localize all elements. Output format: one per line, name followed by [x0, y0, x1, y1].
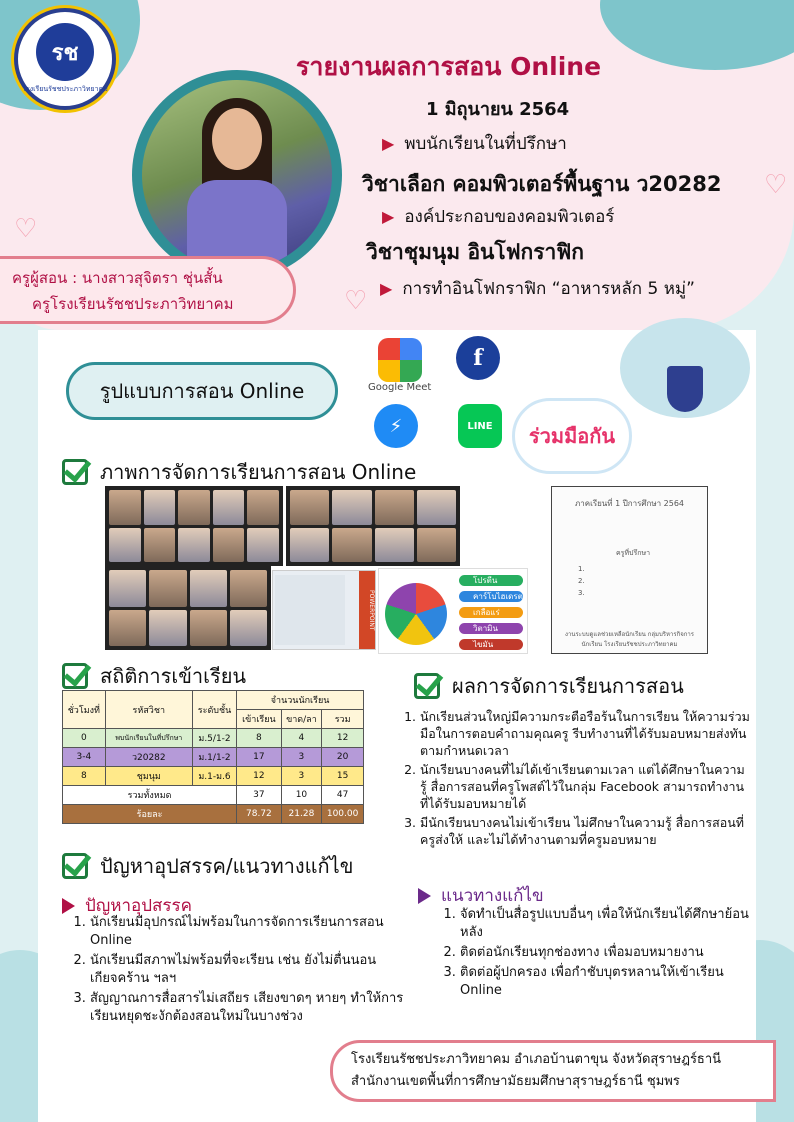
check-icon [414, 673, 440, 699]
list-item: 1. นักเรียนส่วนใหญ่มีความกระตือรือร้นในการเรียน ให้ความร่วมมือในการตอบคำถามคุณครู รีบทำงานที่ได้รับมอบหมายส่งทันตามกำหนดเวลา [420, 708, 750, 759]
list-item: 1. จัดทำเป็นสื่อรูปแบบอื่นๆ เพื่อให้นักเรียนได้ศึกษาย้อนหลัง [460, 906, 754, 942]
powerpoint-slide: POWERPOINT [272, 570, 376, 650]
check-icon [62, 459, 88, 485]
list-item: 1. นักเรียนมีอุปกรณ์ไม่พร้อมในการจัดการเรียนการสอน Online [90, 914, 408, 950]
subject-line: วิชาเลือก คอมพิวเตอร์พื้นฐาน ว20282 [362, 172, 722, 196]
subject-line: วิชาชุมนุม อินโฟกราฟิก [366, 240, 584, 264]
teacher-photo [132, 70, 342, 280]
section-title-results: ผลการจัดการเรียนการสอน [414, 670, 684, 702]
list-item: 2. นักเรียนบางคนที่ไม่ได้เข้าเรียนตามเวลา แต่ได้ศึกษาในความรู้ สื่อการสอนที่ครูโพสต์ไว้ในกลุ่ม Facebook สามารถทำงานที่ได้รับมอบหมายได้ [420, 761, 750, 812]
meeting-screenshot [286, 486, 460, 566]
table-row: 0 พบนักเรียนในที่ปรึกษา ม.5/1-2 8 4 12 [63, 729, 364, 748]
results-list [398, 708, 750, 850]
google-meet-icon: Google Meet [368, 338, 431, 393]
school-logo [14, 8, 116, 110]
problems-list [68, 914, 408, 1028]
table-header: รหัสวิชา [105, 691, 192, 729]
solutions-heading: แนวทางแก้ไข [418, 882, 544, 909]
topic-line: ▶ องค์ประกอบของคอมพิวเตอร์ [382, 207, 615, 227]
problems-heading: ปัญหาอุปสรรค [62, 892, 192, 919]
facebook-icon: f [456, 336, 500, 380]
list-item: 2. ติดต่อนักเรียนทุกช่องทาง เพื่อมอบหมายงาน [460, 944, 754, 962]
table-row: 8 ชุมนุม ม.1-ม.6 12 3 15 [63, 767, 364, 786]
check-icon [62, 663, 88, 689]
attendance-table [62, 690, 364, 824]
section-title-problems: ปัญหาอุปสรรค/แนวทางแก้ไข [62, 850, 353, 882]
list-item: 2. นักเรียนมีสภาพไม่พร้อมที่จะเรียน เช่น ยังไม่ตื่นนอน เกียจคร้าน ฯลฯ [90, 952, 408, 988]
arrow-icon: ▶ [382, 134, 395, 153]
logo-text: โรงเรียนรัชชประภาวิทยาคม [22, 85, 108, 93]
triangle-icon [62, 898, 75, 914]
table-header: ระดับชั้น [192, 691, 236, 729]
teacher-school: ครูโรงเรียนรัชชประภาวิทยาคม [32, 295, 234, 313]
family-shield-illustration [620, 318, 750, 418]
topic-line: ▶ พบนักเรียนในที่ปรึกษา [382, 134, 567, 154]
footer-office: สำนักงานเขตพื้นที่การศึกษามัธยมศึกษาสุราษฎร์ธานี ชุมพร [351, 1074, 680, 1089]
topic-line: ▶ การทำอินโฟกราฟิก “อาหารหลัก 5 หมู่” [380, 279, 695, 299]
list-item: 3. สัญญาณการสื่อสารไม่เสถียร เสียงขาดๆ หายๆ ทำให้การเรียนหยุดชะงักต้องสอนใหม่ในบางช่วง [90, 990, 408, 1026]
page-title: รายงานผลการสอน Online [296, 52, 602, 81]
section-title-learning: ภาพการจัดการเรียนการสอน Online [62, 456, 416, 488]
heart-icon: ♡ [764, 170, 788, 200]
meeting-screenshot [105, 566, 271, 650]
solutions-list [438, 906, 754, 1002]
list-item: 3. มีนักเรียนบางคนไม่เข้าเรียน ไม่ศึกษาในความรู้ สื่อการสอนที่ครูส่งให้ และไม่ได้ทำงานตามที่ครูมอบหมาย [420, 814, 750, 848]
line-app-icon: LINE [458, 404, 502, 448]
footer [330, 1040, 776, 1102]
nutrition-infographic: โปรตีน คาร์โบไฮเดรต เกลือแร่ วิตามิน ไขมัน [378, 568, 528, 654]
teacher-name: ครูผู้สอน : นางสาวสุจิตรา ชุ่นสั้น [12, 269, 223, 287]
table-header: ขาด/ลา [281, 710, 322, 729]
triangle-icon [418, 888, 431, 904]
messenger-icon: ⚡ [374, 404, 418, 448]
heart-icon: ♡ [344, 286, 368, 316]
report-date: 1 มิถุนายน 2564 [426, 99, 570, 120]
shield-icon [667, 366, 703, 412]
table-header: รวม [322, 710, 364, 729]
teacher-info [0, 256, 296, 324]
arrow-icon: ▶ [382, 207, 395, 226]
list-item: 3. ติดต่อผู้ปกครอง เพื่อกำชับบุตรหลานให้เข้าเรียน Online [460, 964, 754, 1000]
document-form: ภาคเรียนที่ 1 ปีการศึกษา 2564 ครูที่ปรึกษา 1. 2. 3. งานระบบดูแลช่วยเหลือนักเรียน กลุ่มบริหารกิจการนักเรียน โรงเรียนรัชชประภาวิทยาคม [551, 486, 708, 654]
footer-school: โรงเรียนรัชชประภาวิทยาคม อำเภอบ้านตาขุน จังหวัดสุราษฎร์ธานี [351, 1052, 722, 1067]
table-total-row: รวมทั้งหมด 37 10 47 [63, 786, 364, 805]
meeting-screenshot [105, 486, 283, 566]
check-icon [62, 853, 88, 879]
cooperate-cloud: ร่วมมือกัน [512, 398, 632, 474]
table-header: จำนวนนักเรียน [237, 691, 364, 710]
heart-icon: ♡ [14, 214, 38, 244]
logo-emblem: รช [36, 23, 94, 81]
table-header: ชั่วโมงที่ [63, 691, 106, 729]
arrow-icon: ▶ [380, 279, 393, 298]
table-header: เข้าเรียน [237, 710, 281, 729]
section-title-stats: สถิติการเข้าเรียน [62, 660, 246, 692]
table-row: 3-4 ว20282 ม.1/1-2 17 3 20 [63, 748, 364, 767]
table-percent-row: ร้อยละ 78.72 21.28 100.00 [63, 805, 364, 824]
teaching-format-label: รูปแบบการสอน Online [66, 362, 338, 420]
